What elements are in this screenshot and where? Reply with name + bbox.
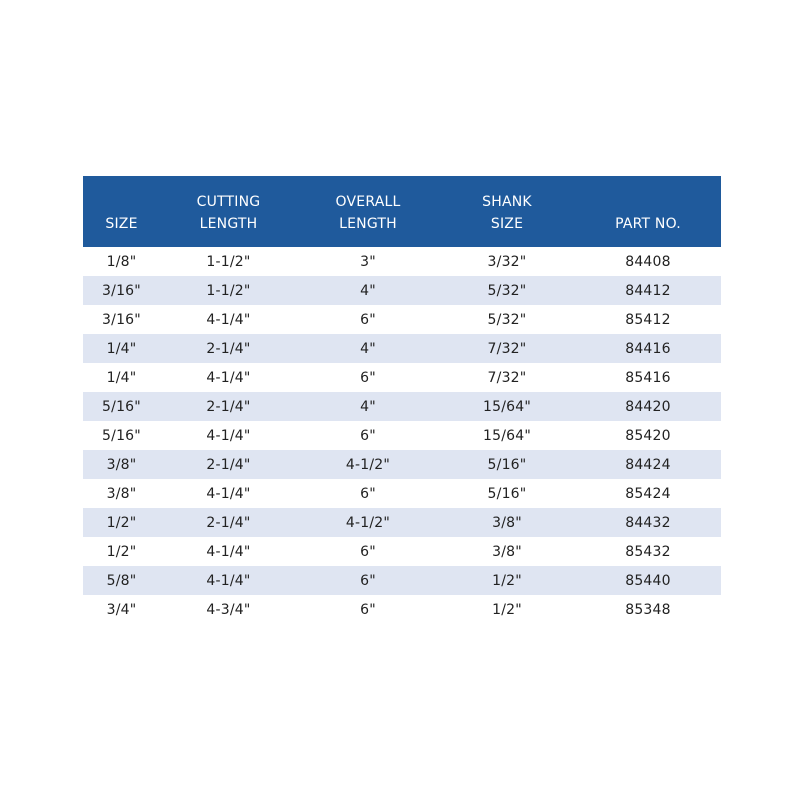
cell-part-no: 85420 bbox=[625, 427, 671, 444]
cell-part-no: 85416 bbox=[625, 369, 671, 386]
cell-overall-length: 6" bbox=[360, 543, 376, 560]
table-row bbox=[83, 363, 721, 392]
product-spec-table-container bbox=[83, 176, 721, 624]
header-cutting-length-line2: LENGTH bbox=[199, 216, 258, 232]
table-row bbox=[83, 508, 721, 537]
cell-part-no: 84420 bbox=[625, 398, 671, 415]
product-spec-table bbox=[83, 176, 721, 624]
cell-part-no: 85424 bbox=[625, 485, 671, 502]
header-part-no-line2: PART NO. bbox=[615, 216, 681, 232]
cell-shank-size: 5/16" bbox=[487, 456, 527, 473]
header-shank-size bbox=[439, 176, 575, 247]
cell-part-no: 84432 bbox=[625, 514, 671, 531]
cell-overall-length: 3" bbox=[360, 253, 376, 270]
cell-cutting-length: 4-1/4" bbox=[206, 485, 251, 502]
cell-shank-size: 5/16" bbox=[487, 485, 527, 502]
cell-cutting-length: 4-1/4" bbox=[206, 311, 251, 328]
cell-shank-size: 3/8" bbox=[492, 514, 522, 531]
cell-size: 3/16" bbox=[102, 282, 141, 299]
table-row bbox=[83, 392, 721, 421]
table-row bbox=[83, 305, 721, 334]
cell-shank-size: 3/8" bbox=[492, 543, 522, 560]
header-overall-length-line1: OVERALL bbox=[335, 194, 401, 210]
cell-cutting-length: 4-1/4" bbox=[206, 572, 251, 589]
cell-cutting-length: 4-1/4" bbox=[206, 427, 251, 444]
header-shank-size-line2: SIZE bbox=[490, 216, 524, 232]
cell-overall-length: 4" bbox=[360, 340, 376, 357]
table-row bbox=[83, 276, 721, 305]
cell-cutting-length: 2-1/4" bbox=[206, 514, 251, 531]
cell-overall-length: 6" bbox=[360, 572, 376, 589]
cell-shank-size: 3/32" bbox=[487, 253, 527, 270]
cell-cutting-length: 2-1/4" bbox=[206, 456, 251, 473]
cell-part-no: 85432 bbox=[625, 543, 671, 560]
cell-cutting-length: 1-1/2" bbox=[206, 282, 251, 299]
cell-size: 3/8" bbox=[106, 485, 137, 502]
cell-size: 1/8" bbox=[106, 253, 137, 270]
cell-overall-length: 6" bbox=[360, 311, 376, 328]
cell-overall-length: 6" bbox=[360, 601, 376, 618]
cell-size: 5/16" bbox=[102, 398, 141, 415]
table-row bbox=[83, 450, 721, 479]
cell-part-no: 84412 bbox=[625, 282, 671, 299]
cell-part-no: 84424 bbox=[625, 456, 671, 473]
cell-cutting-length: 2-1/4" bbox=[206, 398, 251, 415]
header-size-line2: SIZE bbox=[105, 216, 138, 232]
table-row bbox=[83, 595, 721, 624]
cell-shank-size: 5/32" bbox=[487, 311, 527, 328]
cell-overall-length: 6" bbox=[360, 485, 376, 502]
header-overall-length bbox=[297, 176, 439, 247]
table-body bbox=[83, 247, 721, 624]
table-row bbox=[83, 247, 721, 276]
cell-overall-length: 6" bbox=[360, 427, 376, 444]
cell-overall-length: 6" bbox=[360, 369, 376, 386]
table-header bbox=[83, 176, 721, 247]
cell-size: 3/8" bbox=[106, 456, 137, 473]
cell-size: 1/2" bbox=[106, 543, 137, 560]
cell-overall-length: 4-1/2" bbox=[345, 456, 391, 473]
cell-shank-size: 1/2" bbox=[492, 601, 522, 618]
cell-size: 5/16" bbox=[102, 427, 141, 444]
cell-cutting-length: 2-1/4" bbox=[206, 340, 251, 357]
table-row bbox=[83, 334, 721, 363]
cell-shank-size: 7/32" bbox=[487, 369, 527, 386]
cell-part-no: 85440 bbox=[625, 572, 671, 589]
cell-size: 3/16" bbox=[102, 311, 141, 328]
cell-size: 5/8" bbox=[106, 572, 137, 589]
header-shank-size-line1: SHANK bbox=[482, 194, 532, 210]
cell-part-no: 85412 bbox=[625, 311, 671, 328]
cell-shank-size: 5/32" bbox=[487, 282, 527, 299]
cell-cutting-length: 1-1/2" bbox=[206, 253, 251, 270]
cell-overall-length: 4" bbox=[360, 282, 376, 299]
cell-size: 3/4" bbox=[106, 601, 137, 618]
cell-size: 1/2" bbox=[106, 514, 137, 531]
cell-size: 1/4" bbox=[106, 340, 137, 357]
cell-part-no: 84408 bbox=[625, 253, 671, 270]
cell-shank-size: 1/2" bbox=[492, 572, 522, 589]
table-row bbox=[83, 537, 721, 566]
header-cutting-length-line1: CUTTING bbox=[196, 194, 261, 210]
cell-part-no: 85348 bbox=[625, 601, 671, 618]
cell-shank-size: 15/64" bbox=[483, 398, 531, 415]
cell-part-no: 84416 bbox=[625, 340, 671, 357]
table-row bbox=[83, 479, 721, 508]
table-row bbox=[83, 566, 721, 595]
header-size bbox=[83, 176, 160, 247]
cell-cutting-length: 4-1/4" bbox=[206, 543, 251, 560]
cell-cutting-length: 4-1/4" bbox=[206, 369, 251, 386]
cell-size: 1/4" bbox=[106, 369, 137, 386]
cell-cutting-length: 4-3/4" bbox=[206, 601, 251, 618]
header-part-no bbox=[575, 176, 721, 247]
header-cutting-length bbox=[160, 176, 297, 247]
cell-shank-size: 15/64" bbox=[483, 427, 531, 444]
cell-shank-size: 7/32" bbox=[487, 340, 527, 357]
cell-overall-length: 4-1/2" bbox=[345, 514, 391, 531]
cell-overall-length: 4" bbox=[360, 398, 376, 415]
header-overall-length-line2: LENGTH bbox=[339, 216, 397, 232]
table-row bbox=[83, 421, 721, 450]
header-row bbox=[83, 176, 721, 247]
